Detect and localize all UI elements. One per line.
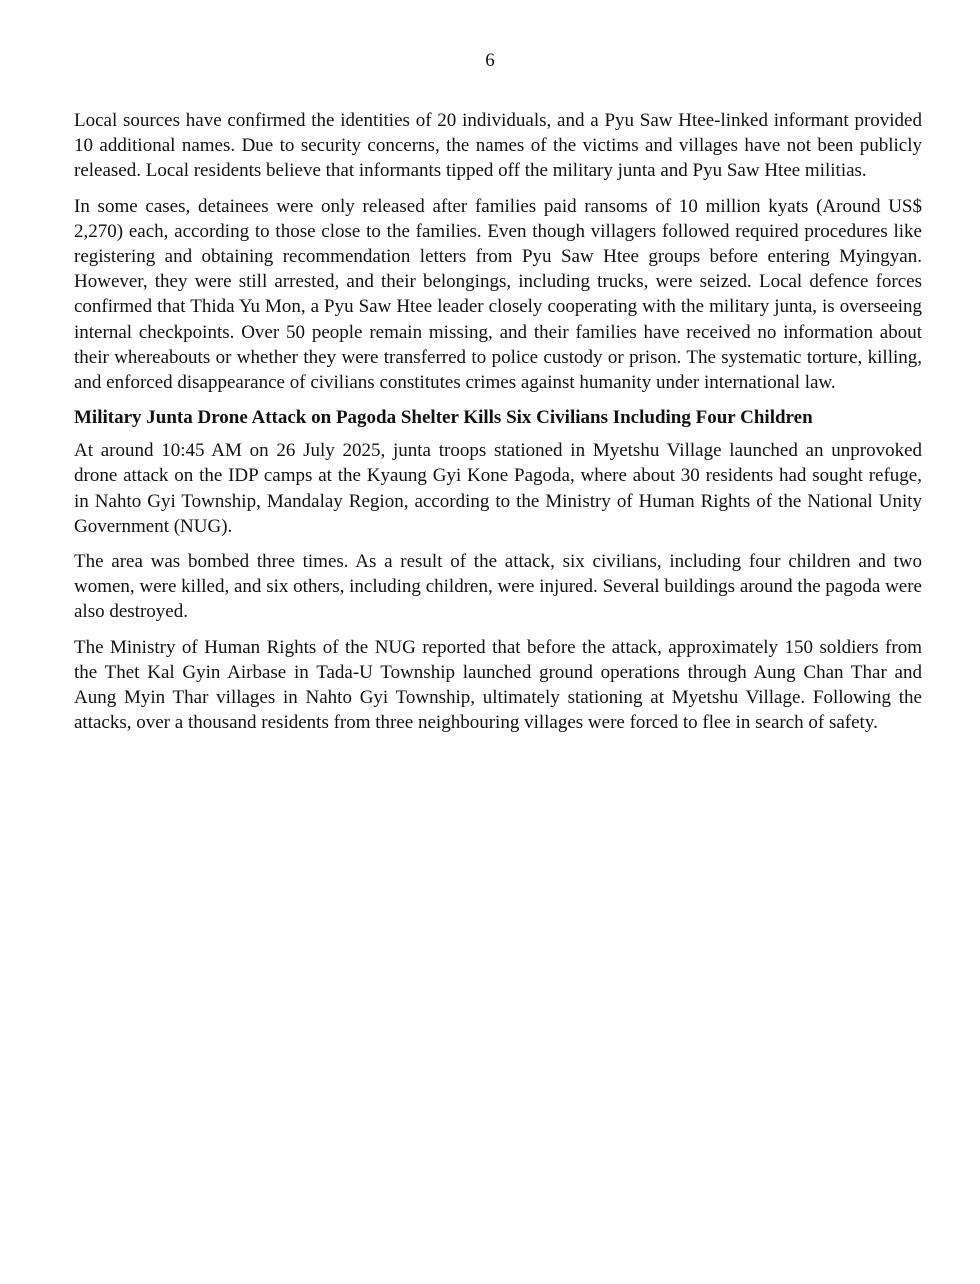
section-heading: Military Junta Drone Attack on Pagoda Shelter Kills Six Civilians Including Four Children [74,407,813,429]
paragraph-ransoms: In some cases, detainees were only released after families paid ransoms of 10 million kyats (Around US$ 2,270) each, according to those close to the families. Even though villagers followed required procedures like registering and obtaining recommendation letters from Pyu Saw Htee groups before entering Myingyan. However, they were still arrested, and their belongings, including trucks, were seized. Local defence forces confirmed that Thida Yu Mon, a Pyu Saw Htee leader closely cooperating with the military junta, is overseeing internal checkpoints. Over 50 people remain missing, and their families have received no information about their whereabouts or whether they were transferred to police custody or prison. The systematic torture, killing, and enforced disappearance of civilians constitutes crimes against humanity under international law. [74,195,922,394]
page-content [74,108,922,745]
paragraph-bombing-casualties: The area was bombed three times. As a result of the attack, six civilians, including four children and two women, were killed, and six others, including children, were injured. Several buildings around the pagoda were also destroyed. [74,551,922,623]
paragraph-identities: Local sources have confirmed the identities of 20 individuals, and a Pyu Saw Htee-linked informant provided 10 additional names. Due to security concerns, the names of the victims and villages have not been publicly released. Local residents believe that informants tipped off the military junta and Pyu Saw Htee militias. [74,110,922,182]
paragraph-drone-attack: At around 10:45 AM on 26 July 2025, junta troops stationed in Myetshu Village launched an unprovoked drone attack on the IDP camps at the Kyaung Gyi Kone Pagoda, where about 30 residents had sought refuge, in Nahto Gyi Township, Mandalay Region, according to the Ministry of Human Rights of the National Unity Government (NUG). [74,440,922,537]
page-number: 6 [485,50,495,71]
paragraph-ground-operations: The Ministry of Human Rights of the NUG reported that before the attack, approximately 150 soldiers from the Thet Kal Gyin Airbase in Tada-U Township launched ground operations through Aung Chan Thar and Aung Myin Thar villages in Nahto Gyi Township, ultimately stationing at Myetshu Village. Following the attacks, over a thousand residents from three neighbouring villages were forced to flee in search of safety. [74,636,922,734]
